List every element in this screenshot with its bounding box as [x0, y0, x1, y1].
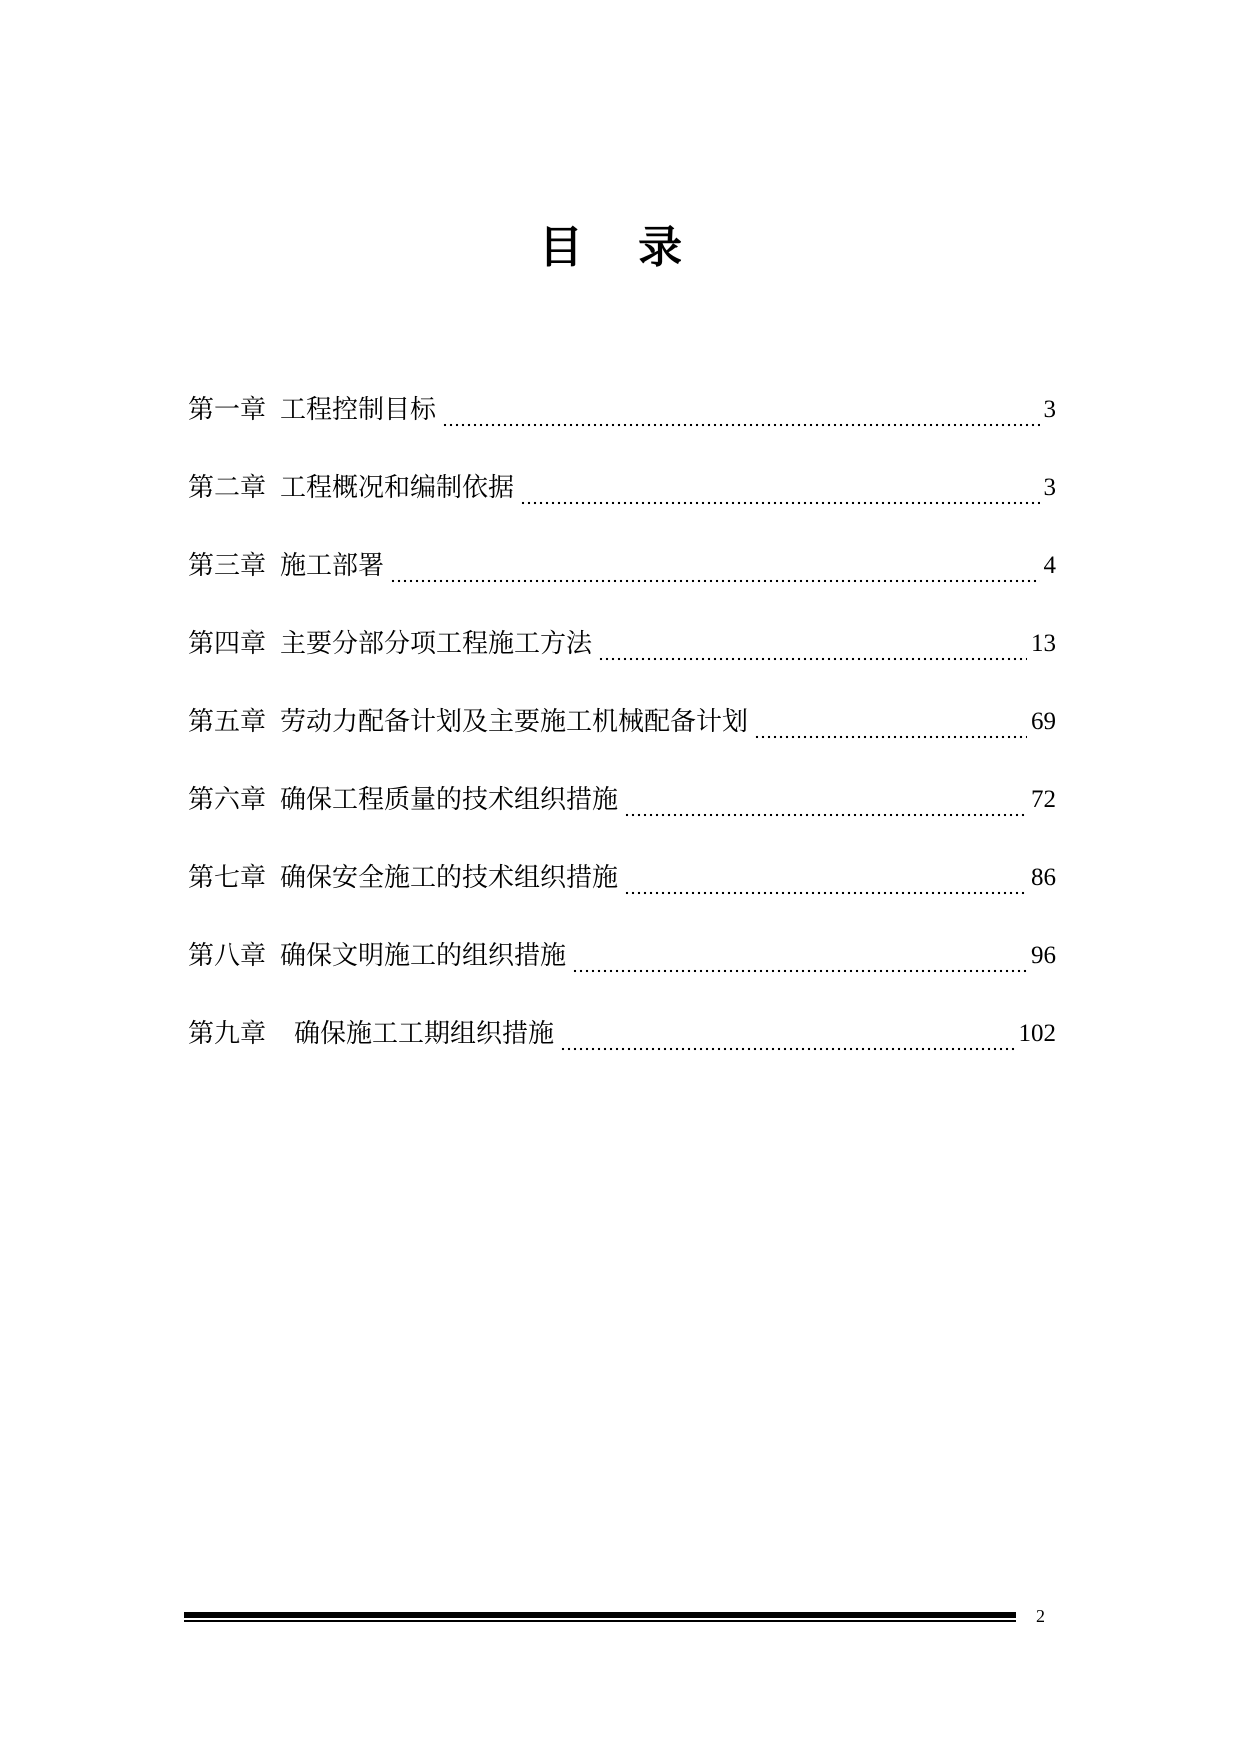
toc-entry-title: 确保工程质量的技术组织措施	[280, 785, 619, 815]
toc-page-number: 86	[1031, 864, 1056, 891]
toc-chapter-label: 第四章	[188, 629, 267, 659]
toc-entry[interactable]	[188, 995, 1056, 1073]
toc-entry-title: 确保安全施工的技术组织措施	[280, 863, 619, 893]
toc-chapter-label: 第八章	[188, 941, 267, 971]
dot-leader	[754, 735, 1027, 739]
toc-entry-title: 施工部署	[280, 551, 385, 581]
toc-page-number: 72	[1031, 786, 1056, 813]
toc-chapter-label: 第三章	[188, 551, 267, 581]
table-of-contents	[188, 371, 1056, 1073]
toc-entry-title: 确保文明施工的组织措施	[280, 941, 567, 971]
toc-entry[interactable]	[188, 839, 1056, 917]
toc-entry[interactable]	[188, 527, 1056, 605]
toc-chapter-label: 第二章	[188, 473, 267, 503]
toc-entry-title: 确保施工工期组织措施	[294, 1019, 555, 1049]
dot-leader	[390, 579, 1039, 583]
toc-chapter-label: 第五章	[188, 707, 267, 737]
toc-entry[interactable]	[188, 449, 1056, 527]
toc-chapter-label: 第七章	[188, 863, 267, 893]
dot-leader	[624, 813, 1027, 817]
toc-entry[interactable]	[188, 917, 1056, 995]
dot-leader	[572, 969, 1027, 973]
toc-page-number: 96	[1031, 942, 1056, 969]
page-number: 2	[1036, 1606, 1045, 1626]
toc-entry-title: 劳动力配备计划及主要施工机械配备计划	[280, 707, 749, 737]
toc-page-number: 13	[1031, 630, 1056, 657]
toc-entry-title: 工程控制目标	[280, 395, 437, 425]
toc-entry[interactable]	[188, 371, 1056, 449]
toc-entry[interactable]	[188, 761, 1056, 839]
toc-chapter-label: 第九章	[188, 1019, 267, 1049]
toc-entry[interactable]	[188, 683, 1056, 761]
toc-entry-title: 工程概况和编制依据	[280, 473, 515, 503]
toc-heading: 目 录	[538, 222, 703, 273]
dot-leader	[624, 891, 1027, 895]
toc-page-number: 3	[1043, 474, 1056, 501]
toc-page-number: 4	[1043, 552, 1056, 579]
toc-entry[interactable]	[188, 605, 1056, 683]
footer-rule-thin	[184, 1620, 1016, 1622]
footer-rule-thick	[184, 1612, 1016, 1618]
toc-chapter-label: 第六章	[188, 785, 267, 815]
toc-page-number: 102	[1018, 1020, 1056, 1047]
toc-page-number: 69	[1031, 708, 1056, 735]
dot-leader	[560, 1047, 1014, 1051]
toc-entry-title: 主要分部分项工程施工方法	[280, 629, 593, 659]
dot-leader	[442, 423, 1039, 427]
dot-leader	[598, 657, 1027, 661]
toc-page-number: 3	[1043, 396, 1056, 423]
dot-leader	[520, 501, 1039, 505]
toc-chapter-label: 第一章	[188, 395, 267, 425]
